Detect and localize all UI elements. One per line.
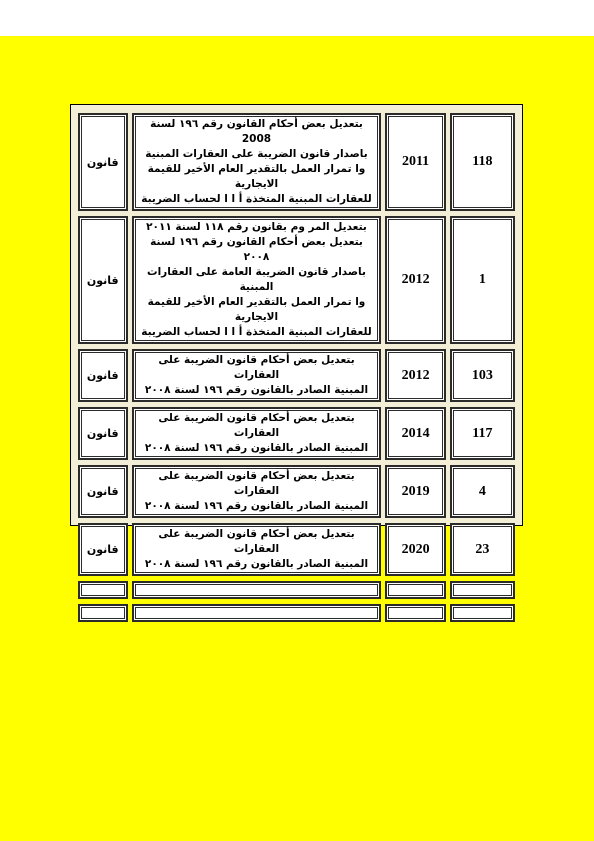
empty-cell (385, 604, 445, 622)
empty-cell (132, 604, 382, 622)
law-number-cell: 23 (450, 523, 515, 576)
law-number-cell: 118 (450, 113, 515, 211)
law-description-cell: بتعديل المر وم بقانون رقم ١١٨ لسنة ٢٠١١ بتعديل بعض أحكام القانون رقم ١٩٦ لسنة ٢٠٠٨ باصدار قانون الضريبة العامة على العقارات المبنية وا تمرار العمل بالتقدير العام الأخير للقيمة الايجارية للعقارات المبنية المتخذة أ ا ا لحساب الضريبة (132, 216, 382, 344)
empty-cell (385, 581, 445, 599)
table-row (78, 349, 515, 402)
table-row (78, 523, 515, 576)
law-number-cell: 1 (450, 216, 515, 344)
law-description-cell: بتعديل بعض أحكام قانون الضريبة على العقارات المبنية الصادر بالقانون رقم ١٩٦ لسنة ٢٠٠٨ (132, 349, 382, 402)
law-year-cell: 2012 (385, 349, 445, 402)
law-type-cell: قانون (78, 465, 128, 518)
law-year-cell: 2020 (385, 523, 445, 576)
table-row (78, 113, 515, 211)
law-number-cell: 103 (450, 349, 515, 402)
law-type-cell: قانون (78, 113, 128, 211)
empty-cell (78, 581, 128, 599)
law-type-cell: قانون (78, 407, 128, 460)
law-description-cell: بتعديل بعض أحكام القانون رقم ١٩٦ لسنة 2008 باصدار قانون الضريبة على العقارات المبنية وا تمرار العمل بالتقدير العام الأخير للقيمة الايجارية للعقارات المبنية المتخذة أ ا ا لحساب الضريبة (132, 113, 382, 211)
law-number-cell: 4 (450, 465, 515, 518)
law-type-cell: قانون (78, 216, 128, 344)
empty-cell (450, 604, 515, 622)
law-number-cell: 117 (450, 407, 515, 460)
table-row (78, 216, 515, 344)
empty-cell (78, 604, 128, 622)
empty-table-row (78, 581, 515, 599)
table-row (78, 465, 515, 518)
law-year-cell: 2012 (385, 216, 445, 344)
law-type-cell: قانون (78, 349, 128, 402)
empty-table-row (78, 604, 515, 622)
laws-table (74, 108, 519, 627)
law-year-cell: 2019 (385, 465, 445, 518)
law-description-cell: بتعديل بعض أحكام قانون الضريبة على العقارات المبنية الصادر بالقانون رقم ١٩٦ لسنة ٢٠٠٨ (132, 465, 382, 518)
law-description-cell: بتعديل بعض أحكام قانون الضريبة على العقارات المبنية الصادر بالقانون رقم ١٩٦ لسنة ٢٠٠٨ (132, 407, 382, 460)
laws-table-frame (70, 104, 523, 570)
law-year-cell: 2011 (385, 113, 445, 211)
empty-cell (450, 581, 515, 599)
law-type-cell: قانون (78, 523, 128, 576)
law-year-cell: 2014 (385, 407, 445, 460)
law-description-cell: بتعديل بعض أحكام قانون الضريبة على العقارات المبنية الصادر بالقانون رقم ١٩٦ لسنة ٢٠٠٨ (132, 523, 382, 576)
empty-cell (132, 581, 382, 599)
table-row (78, 407, 515, 460)
